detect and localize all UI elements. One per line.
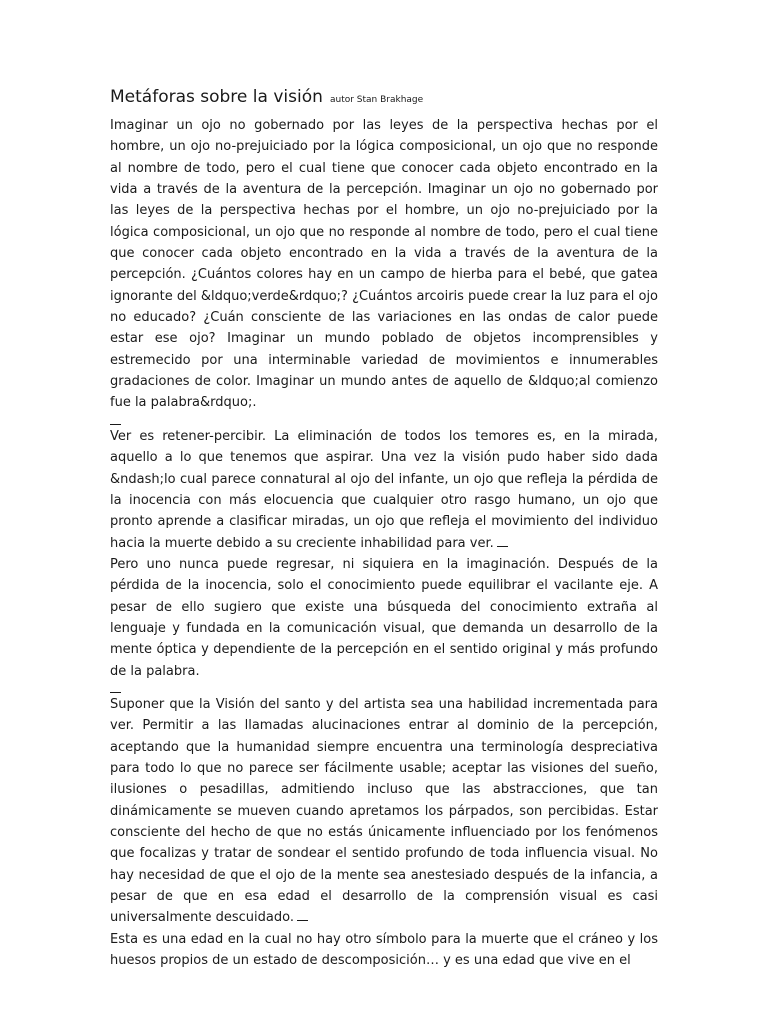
- paragraph-end-mark: [110, 414, 121, 425]
- document-author: autor Stan Brakhage: [329, 95, 424, 105]
- paragraph-end-mark: [497, 537, 508, 547]
- paragraph-text: Pero uno nunca puede regresar, ni siquiera en la imaginación. Después de la pérdida de la inocencia, solo el conocimiento puede equilibrar el vacilante eje. A pesar de ello sugiero que existe una búsqueda del conocimiento extraña al lenguaje y fundada en la comunicación visual, que demanda un desarrollo de la mente óptica y dependiente de la percepción en el sentido original y más profundo de la palabra.: [110, 556, 658, 679]
- paragraph-text: Imaginar un ojo no gobernado por las leyes de la perspectiva hechas por el hombre, un ojo no-prejuiciado por la lógica composicional, un ojo que no responde al nombre de todo, pero el cual tiene que conocer cada objeto encontrado en la vida a través de la aventura de la percepción. Imaginar un ojo no gobernado por las leyes de la perspectiva hechas por el hombre, un ojo no-prejuiciado por la lógica composicional, un ojo que no responde al nombre de todo, pero el cual tiene que conocer cada objeto encontrado en la vida a través de la aventura de la percepción. ¿Cuántos colores hay en un campo de hierba para el bebé, que gatea ignorante del &ldquo;verde&rdquo;? ¿Cuántos arcoiris puede crear la luz para el ojo no educado? ¿Cuán consciente de las variaciones en las ondas de calor puede estar ese ojo? Imaginar un mundo poblado de objetos incomprensibles y estremecido por una interminable variedad de movimientos e innumerables gradaciones de color. Imaginar un mundo antes de aquello de &ldquo;al comienzo fue la palabra&rdquo;.: [110, 118, 659, 411]
- document-page: [110, 86, 658, 971]
- document-title: Metáforas sobre la visión: [110, 87, 323, 107]
- paragraph-3: [110, 554, 658, 682]
- paragraph-5: [110, 929, 658, 972]
- paragraph-end-mark: [110, 682, 121, 693]
- paragraph-1: [110, 115, 658, 414]
- paragraph-4: [110, 694, 658, 929]
- paragraph-text: Esta es una edad en la cual no hay otro símbolo para la muerte que el cráneo y los huesos propios de un estado de descomposición… y es una edad que vive en el: [110, 931, 658, 969]
- paragraph-text: Suponer que la Visión del santo y del artista sea una habilidad incrementada para ver. Permitir a las llamadas alucinaciones entrar al dominio de la percepción, aceptando que la humanidad siempre encuentra una terminología despreciativa para todo lo que no parece ser fácilmente usable; aceptar las visiones del sueño, ilusiones o pesadillas, admitiendo incluso que las abstracciones, que tan dinámicamente se mueven cuando apretamos los párpados, son percibidas. Estar consciente del hecho de que no estás únicamente influenciado por los fenómenos que focalizas y tratar de sondear el sentido profundo de toda influencia visual. No hay necesidad de que el ojo de la mente sea anestesiado después de la infancia, a pesar de que en esa edad el desarrollo de la comprensión visual es casi universalmente descuidado.: [110, 696, 658, 926]
- paragraph-text: Ver es retener-percibir. La eliminación de todos los temores es, en la mirada, aquello a lo que tenemos que aspirar. Una vez la visión pudo haber sido dada &ndash;lo cual parece connatural al ojo del infante, un ojo que refleja la pérdida de la inocencia con más elocuencia que cualquier otro rasgo humano, un ojo que pronto aprende a clasificar miradas, un ojo que refleja el movimiento del individuo hacia la muerte debido a su creciente inhabilidad para ver.: [110, 428, 658, 551]
- paragraph-2: [110, 426, 658, 554]
- title-line: [110, 86, 658, 111]
- paragraph-end-mark: [297, 911, 308, 921]
